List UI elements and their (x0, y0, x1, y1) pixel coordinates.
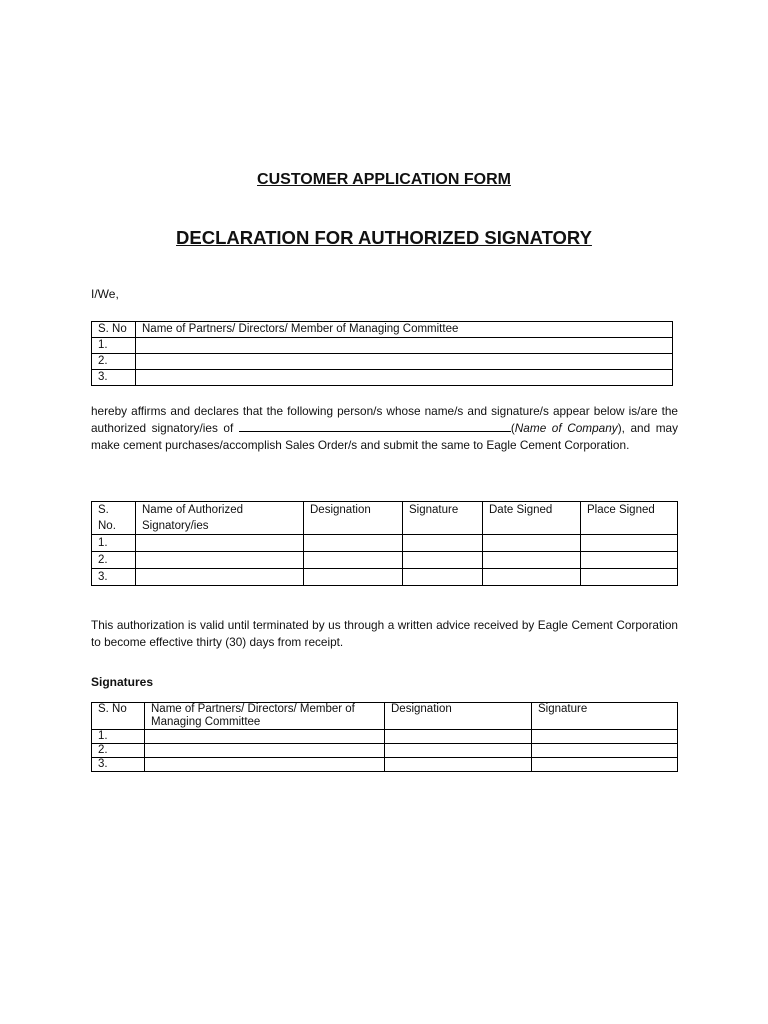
row-number: 1. (92, 535, 136, 552)
row-number: 1. (92, 338, 136, 354)
table-row (92, 744, 678, 758)
partner-name-cell[interactable] (145, 730, 385, 744)
intro-text: I/We, (91, 287, 119, 301)
designation-cell[interactable] (385, 744, 532, 758)
signature-cell[interactable] (403, 552, 483, 569)
place-signed-cell[interactable] (581, 569, 678, 586)
partner-name-cell[interactable] (136, 354, 673, 370)
table-row (92, 569, 678, 586)
partner-name-cell[interactable] (136, 338, 673, 354)
form-title: CUSTOMER APPLICATION FORM (257, 171, 511, 188)
row-number: 1. (92, 730, 145, 744)
designation-cell[interactable] (385, 758, 532, 772)
date-signed-cell[interactable] (483, 535, 581, 552)
partner-name-cell[interactable] (136, 370, 673, 386)
row-number: 3. (92, 370, 136, 386)
signatory-name-cell[interactable] (136, 569, 304, 586)
signatory-name-cell[interactable] (136, 535, 304, 552)
row-number: 2. (92, 354, 136, 370)
signature-cell[interactable] (532, 758, 678, 772)
declaration-text-2: , and may make cement purchases/accomplish Sales Order/s and submit the same to Eagle Cement Corporation (91, 421, 679, 452)
row-number: 2. (92, 744, 145, 758)
column-header: Name of Partners/ Directors/ Member of Managing Committee (136, 322, 673, 338)
company-name-blank[interactable] (239, 421, 511, 432)
table-row (92, 338, 673, 354)
column-header: Date Signed (483, 502, 581, 535)
declaration-text: hereby affirms and declares that the following person/s whose name/s and signature/s appear below is/are the authorized signatory/ies of (91, 404, 678, 435)
signatures-heading: Signatures (91, 675, 154, 689)
date-signed-cell[interactable] (483, 552, 581, 569)
column-header: S. No (92, 703, 145, 730)
table-row (92, 552, 678, 569)
column-header: Designation (385, 703, 532, 730)
signatory-name-cell[interactable] (136, 552, 304, 569)
signature-cell[interactable] (403, 535, 483, 552)
signatures-table (91, 702, 678, 772)
table-row (92, 354, 673, 370)
designation-cell[interactable] (385, 730, 532, 744)
column-header: Name of Partners/ Directors/ Member of Managing Committee (145, 703, 385, 730)
place-signed-cell[interactable] (581, 535, 678, 552)
table-header-row (92, 703, 678, 730)
column-header: S. No. (92, 502, 136, 535)
designation-cell[interactable] (304, 535, 403, 552)
declaration-paragraph: hereby affirms and declares that the following person/s whose name/s and signature/s appear below is/are the authorized signatory/ies of (Name of Company), and may make cement purchases/accomplish Sales Order/s and submit the same to Eagle Cement Corporation. (91, 404, 679, 452)
form-subtitle: DECLARATION FOR AUTHORIZED SIGNATORY (176, 227, 592, 248)
row-number: 2. (92, 552, 136, 569)
designation-cell[interactable] (304, 552, 403, 569)
column-header: Signature (403, 502, 483, 535)
column-header: Name of Authorized Signatory/ies (136, 502, 304, 535)
table-row (92, 730, 678, 744)
row-number: 3. (92, 758, 145, 772)
column-header: Designation (304, 502, 403, 535)
column-header: S. No (92, 322, 136, 338)
partner-name-cell[interactable] (145, 758, 385, 772)
table-row (92, 535, 678, 552)
signature-cell[interactable] (532, 744, 678, 758)
partners-table (91, 321, 673, 386)
table-row (92, 758, 678, 772)
partner-name-cell[interactable] (145, 744, 385, 758)
table-header-row (92, 502, 678, 535)
date-signed-cell[interactable] (483, 569, 581, 586)
signature-cell[interactable] (532, 730, 678, 744)
signatory-table (91, 501, 678, 586)
column-header: Place Signed (581, 502, 678, 535)
row-number: 3. (92, 569, 136, 586)
declaration-period: . (626, 438, 630, 452)
place-signed-cell[interactable] (581, 552, 678, 569)
designation-cell[interactable] (304, 569, 403, 586)
table-header-row (92, 322, 673, 338)
table-row (92, 370, 673, 386)
column-header: Signature (532, 703, 678, 730)
validity-paragraph: This authorization is valid until terminated by us through a written advice received by Eagle Cement Corporation to become effective thirty (30) days from receipt. (91, 618, 678, 649)
signature-cell[interactable] (403, 569, 483, 586)
company-name-hint: Name of Company (514, 421, 618, 435)
